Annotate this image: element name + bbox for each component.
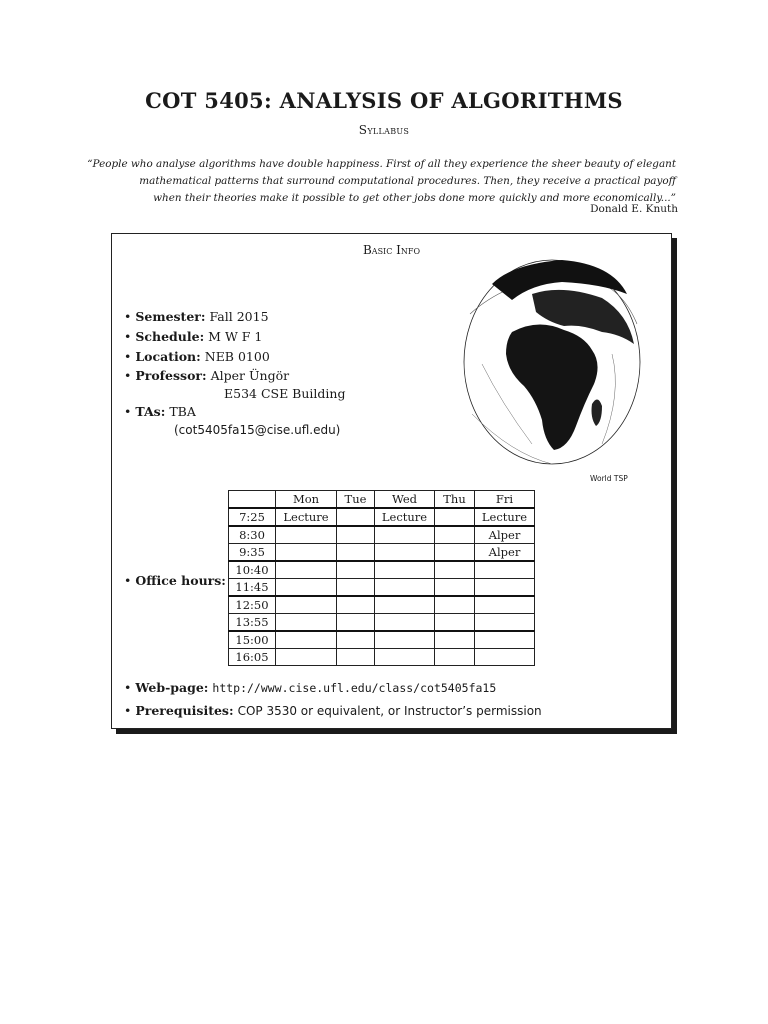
table-cell (375, 631, 435, 649)
table-cell (435, 579, 475, 597)
world-tsp-globe-image (452, 254, 642, 474)
table-cell (435, 631, 475, 649)
webpage-link[interactable]: http://www.cise.ufl.edu/class/cot5405fa15 (212, 681, 497, 695)
time-cell: 9:35 (229, 544, 276, 562)
table-cell (435, 596, 475, 614)
table-cell (337, 596, 375, 614)
table-cell: Alper (475, 526, 535, 544)
table-cell (375, 614, 435, 632)
bullet: • (124, 349, 136, 364)
time-cell: 15:00 (229, 631, 276, 649)
table-cell (435, 561, 475, 579)
table-cell (475, 561, 535, 579)
table-cell (375, 561, 435, 579)
office-hours-line (124, 573, 226, 588)
time-cell: 13:55 (229, 614, 276, 632)
table-cell (276, 596, 337, 614)
table-row (229, 508, 535, 526)
semester-line (124, 309, 269, 324)
bullet: • (124, 573, 136, 588)
table-cell: Lecture (276, 508, 337, 526)
table-row (229, 614, 535, 632)
table-cell (435, 649, 475, 666)
quote-author: Donald E. Knuth (590, 203, 678, 215)
semester-value: Fall 2015 (209, 309, 269, 324)
table-cell (475, 596, 535, 614)
schedule-label: Schedule: (135, 329, 205, 344)
table-cell (276, 579, 337, 597)
professor-office: E534 CSE Building (224, 386, 346, 401)
time-cell: 8:30 (229, 526, 276, 544)
table-cell (337, 579, 375, 597)
table-cell (337, 649, 375, 666)
table-cell (435, 508, 475, 526)
professor-value: Alper Üngör (210, 368, 290, 383)
quote-line: “People who analyse algorithms have double happiness. First of all they experience the sheer beauty of elegant (87, 158, 676, 170)
location-label: Location: (135, 349, 201, 364)
table-cell (276, 614, 337, 632)
table-cell (337, 561, 375, 579)
office-hours-table (228, 490, 535, 666)
semester-label: Semester: (135, 309, 206, 324)
table-cell (475, 579, 535, 597)
table-cell (375, 526, 435, 544)
bullet: • (124, 309, 136, 324)
table-cell (276, 544, 337, 562)
bullet: • (124, 703, 136, 718)
quote-line: mathematical patterns that surround computational procedures. Then, they receive a practical payoff (139, 175, 676, 187)
table-cell (435, 544, 475, 562)
document-title: COT 5405: ANALYSIS OF ALGORITHMS (145, 88, 623, 113)
webpage-line (124, 680, 496, 695)
table-cell (435, 526, 475, 544)
tas-label: TAs: (135, 404, 166, 419)
office-hours-label: Office hours: (135, 573, 226, 588)
time-cell: 12:50 (229, 596, 276, 614)
table-cell (375, 596, 435, 614)
table-cell (276, 526, 337, 544)
table-cell: Lecture (475, 508, 535, 526)
table-cell (337, 526, 375, 544)
tas-value: TBA (169, 404, 196, 419)
knuth-quote (76, 156, 676, 207)
table-row (229, 596, 535, 614)
table-cell (375, 579, 435, 597)
time-cell: 10:40 (229, 561, 276, 579)
table-cell: Alper (475, 544, 535, 562)
table-cell (475, 649, 535, 666)
table-cell (276, 649, 337, 666)
prerequisites-value: COP 3530 or equivalent, or Instructor’s permission (237, 704, 542, 718)
table-cell (337, 631, 375, 649)
table-cell (475, 614, 535, 632)
table-cell (337, 544, 375, 562)
time-cell: 7:25 (229, 508, 276, 526)
table-row (229, 631, 535, 649)
table-cell (435, 614, 475, 632)
table-header-day: Wed (375, 491, 435, 509)
bullet: • (124, 329, 136, 344)
table-cell (276, 631, 337, 649)
location-line (124, 349, 270, 364)
quote-line: when their theories make it possible to get other jobs done more quickly and more economically...” (153, 192, 676, 204)
globe-caption: World TSP (590, 474, 628, 483)
prerequisites-line (124, 703, 542, 718)
tas-line (124, 404, 196, 419)
webpage-label: Web-page: (135, 680, 209, 695)
bullet: • (124, 404, 136, 419)
table-cell (375, 544, 435, 562)
professor-label: Professor: (135, 368, 207, 383)
document-subtitle: Syllabus (358, 123, 410, 137)
table-cell (375, 649, 435, 666)
table-row (229, 526, 535, 544)
table-row (229, 649, 535, 666)
schedule-value: M W F 1 (208, 329, 263, 344)
table-cell (276, 561, 337, 579)
table-header-corner (229, 491, 276, 509)
prerequisites-label: Prerequisites: (135, 703, 234, 718)
table-header-row (229, 491, 535, 509)
table-cell (337, 614, 375, 632)
ta-email[interactable]: (cot5405fa15@cise.ufl.edu) (174, 423, 341, 437)
table-header-day: Fri (475, 491, 535, 509)
professor-line (124, 368, 289, 383)
table-header-day: Tue (337, 491, 375, 509)
location-value: NEB 0100 (204, 349, 270, 364)
bullet: • (124, 368, 136, 383)
table-row (229, 544, 535, 562)
table-cell (475, 631, 535, 649)
time-cell: 16:05 (229, 649, 276, 666)
table-cell (337, 508, 375, 526)
schedule-line (124, 329, 262, 344)
table-cell: Lecture (375, 508, 435, 526)
bullet: • (124, 680, 136, 695)
table-row (229, 561, 535, 579)
time-cell: 11:45 (229, 579, 276, 597)
table-header-day: Mon (276, 491, 337, 509)
table-header-day: Thu (435, 491, 475, 509)
basic-info-box (111, 233, 672, 729)
basic-info-heading: Basic Info (362, 243, 421, 257)
table-row (229, 579, 535, 597)
